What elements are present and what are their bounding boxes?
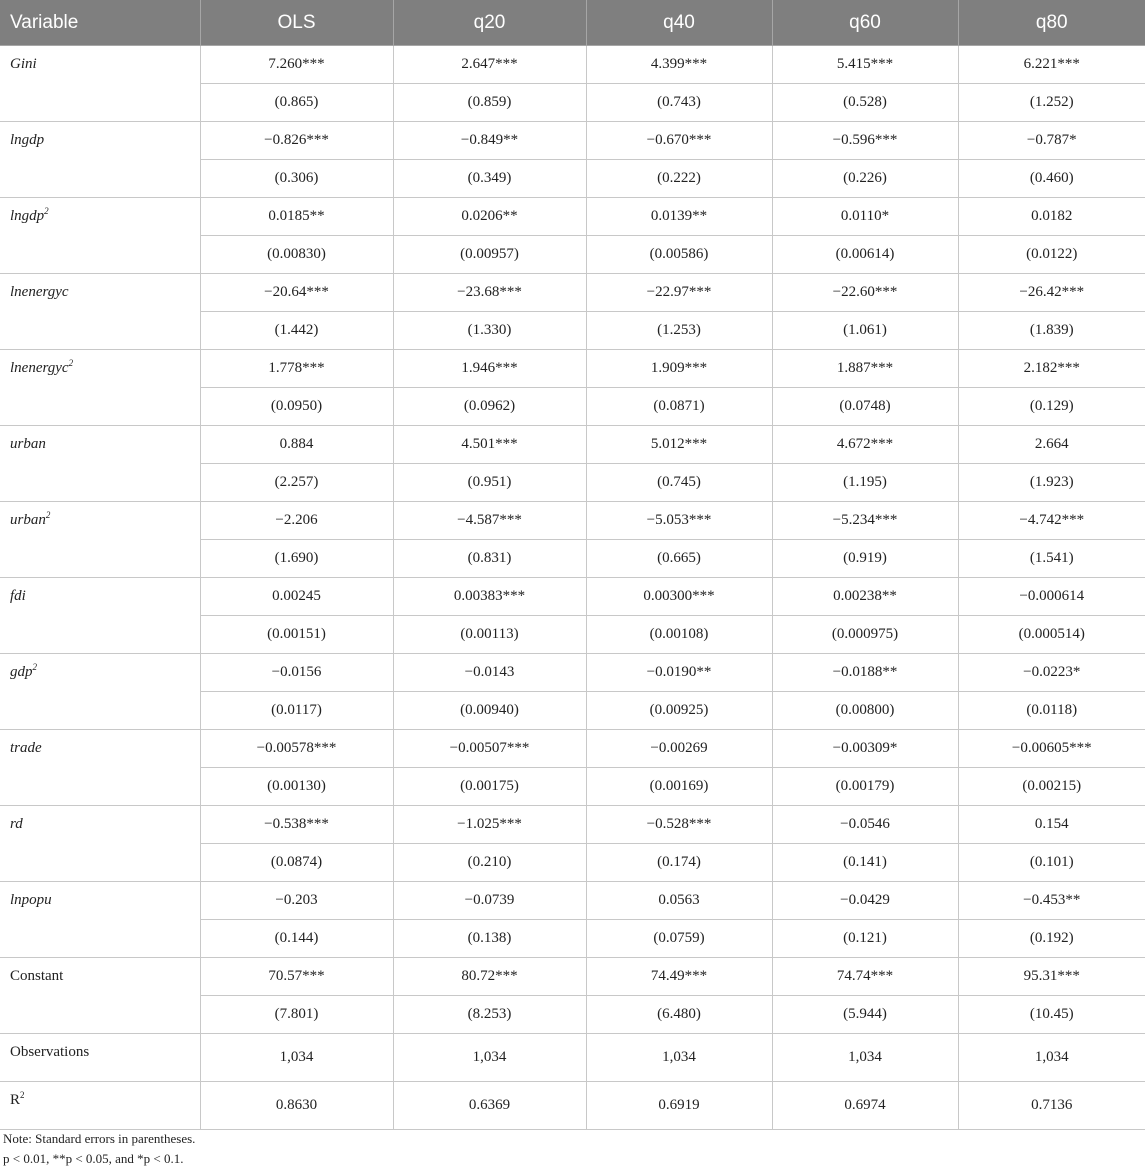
standard-error-cell: (0.919) xyxy=(772,540,958,578)
header-ols: OLS xyxy=(200,0,393,46)
coefficient-cell: 4.501*** xyxy=(393,426,586,464)
coefficient-cell: −0.0739 xyxy=(393,882,586,920)
coefficient-cell: −0.0223* xyxy=(958,654,1145,692)
variable-label-cell xyxy=(0,502,200,578)
standard-error-cell: (1.061) xyxy=(772,312,958,350)
coefficient-cell: 0.00300*** xyxy=(586,578,772,616)
r-squared-cell: 0.8630 xyxy=(200,1082,393,1130)
coefficient-cell: −23.68*** xyxy=(393,274,586,312)
coefficient-cell: −22.60*** xyxy=(772,274,958,312)
variable-name: lnpopu xyxy=(10,892,52,908)
r-squared-superscript: 2 xyxy=(20,1090,25,1100)
standard-error-cell: (0.101) xyxy=(958,844,1145,882)
standard-error-cell: (0.00957) xyxy=(393,236,586,274)
coefficient-cell: −5.234*** xyxy=(772,502,958,540)
standard-error-cell: (0.222) xyxy=(586,160,772,198)
standard-error-cell: (0.00169) xyxy=(586,768,772,806)
variable-name: lngdp xyxy=(10,208,45,224)
table-note-standard-errors: Note: Standard errors in parentheses. xyxy=(3,1131,196,1146)
coefficient-cell: −0.00269 xyxy=(586,730,772,768)
coefficient-cell: −0.596*** xyxy=(772,122,958,160)
coefficient-cell: 7.260*** xyxy=(200,46,393,84)
variable-label-cell xyxy=(0,958,200,1034)
standard-error-cell: (0.00586) xyxy=(586,236,772,274)
table-row xyxy=(0,578,1145,616)
variable-superscript: 2 xyxy=(45,510,51,520)
standard-error-cell: (0.745) xyxy=(586,464,772,502)
table-note-significance xyxy=(3,1151,184,1167)
coefficient-cell: 0.154 xyxy=(958,806,1145,844)
coefficient-cell: −0.00309* xyxy=(772,730,958,768)
coefficient-cell: 80.72*** xyxy=(393,958,586,996)
coefficient-cell: 6.221*** xyxy=(958,46,1145,84)
variable-label-cell xyxy=(0,426,200,502)
coefficient-cell: 5.012*** xyxy=(586,426,772,464)
standard-error-cell: (6.480) xyxy=(586,996,772,1034)
standard-error-cell: (0.00830) xyxy=(200,236,393,274)
standard-error-cell: (0.192) xyxy=(958,920,1145,958)
variable-name: Gini xyxy=(10,56,37,72)
header-q20: q20 xyxy=(393,0,586,46)
coefficient-cell: 0.00245 xyxy=(200,578,393,616)
standard-error-cell: (1.839) xyxy=(958,312,1145,350)
standard-error-cell: (0.000514) xyxy=(958,616,1145,654)
observations-cell: 1,034 xyxy=(200,1034,393,1082)
table-row xyxy=(0,958,1145,996)
table-row xyxy=(0,426,1145,464)
table-row xyxy=(0,654,1145,692)
variable-label-cell xyxy=(0,274,200,350)
standard-error-cell: (0.174) xyxy=(586,844,772,882)
standard-error-cell: (0.0118) xyxy=(958,692,1145,730)
variable-label-cell xyxy=(0,654,200,730)
coefficient-cell: −0.538*** xyxy=(200,806,393,844)
coefficient-cell: −0.453** xyxy=(958,882,1145,920)
variable-label-cell xyxy=(0,578,200,654)
standard-error-cell: (0.0871) xyxy=(586,388,772,426)
standard-error-cell: (0.000975) xyxy=(772,616,958,654)
header-q60: q60 xyxy=(772,0,958,46)
standard-error-cell: (0.210) xyxy=(393,844,586,882)
coefficient-cell: 0.0563 xyxy=(586,882,772,920)
standard-error-cell: (1.442) xyxy=(200,312,393,350)
coefficient-cell: 0.0110* xyxy=(772,198,958,236)
coefficient-cell: 2.647*** xyxy=(393,46,586,84)
standard-error-cell: (0.144) xyxy=(200,920,393,958)
table-row xyxy=(0,806,1145,844)
coefficient-cell: 1.778*** xyxy=(200,350,393,388)
standard-error-cell: (0.831) xyxy=(393,540,586,578)
standard-error-cell: (0.141) xyxy=(772,844,958,882)
standard-error-cell: (1.195) xyxy=(772,464,958,502)
standard-error-cell: (1.252) xyxy=(958,84,1145,122)
coefficient-cell: −1.025*** xyxy=(393,806,586,844)
table-row xyxy=(0,350,1145,388)
variable-name: lngdp xyxy=(10,132,45,148)
standard-error-cell: (0.528) xyxy=(772,84,958,122)
variable-name: lnenergyc xyxy=(10,284,69,300)
table-row xyxy=(0,46,1145,84)
coefficient-cell: 1.887*** xyxy=(772,350,958,388)
observations-cell: 1,034 xyxy=(772,1034,958,1082)
standard-error-cell: (0.121) xyxy=(772,920,958,958)
coefficient-cell: −22.97*** xyxy=(586,274,772,312)
coefficient-cell: 2.664 xyxy=(958,426,1145,464)
coefficient-cell: −20.64*** xyxy=(200,274,393,312)
coefficient-cell: −0.528*** xyxy=(586,806,772,844)
standard-error-cell: (0.00130) xyxy=(200,768,393,806)
standard-error-cell: (0.0117) xyxy=(200,692,393,730)
observations-row xyxy=(0,1034,1145,1082)
standard-error-cell: (0.00940) xyxy=(393,692,586,730)
standard-error-cell: (0.859) xyxy=(393,84,586,122)
coefficient-cell: 4.399*** xyxy=(586,46,772,84)
variable-label-cell xyxy=(0,350,200,426)
coefficient-cell: −0.0188** xyxy=(772,654,958,692)
r-squared-row xyxy=(0,1082,1145,1130)
observations-cell: 1,034 xyxy=(958,1034,1145,1082)
standard-error-cell: (0.349) xyxy=(393,160,586,198)
variable-label-cell xyxy=(0,46,200,122)
standard-error-cell: (0.00215) xyxy=(958,768,1145,806)
variable-name: Constant xyxy=(10,968,64,984)
standard-error-cell: (0.460) xyxy=(958,160,1145,198)
variable-name: lnenergyc xyxy=(10,360,69,376)
coefficient-cell: −4.587*** xyxy=(393,502,586,540)
standard-error-cell: (8.253) xyxy=(393,996,586,1034)
coefficient-cell: −5.053*** xyxy=(586,502,772,540)
observations-label: Observations xyxy=(0,1034,200,1082)
variable-name: trade xyxy=(10,740,42,756)
standard-error-cell: (0.0122) xyxy=(958,236,1145,274)
coefficient-cell: 70.57*** xyxy=(200,958,393,996)
table-row xyxy=(0,122,1145,160)
coefficient-cell: −0.00507*** xyxy=(393,730,586,768)
standard-error-cell: (0.00175) xyxy=(393,768,586,806)
observations-cell: 1,034 xyxy=(393,1034,586,1082)
standard-error-cell: (0.138) xyxy=(393,920,586,958)
standard-error-cell: (0.0950) xyxy=(200,388,393,426)
header-q40: q40 xyxy=(586,0,772,46)
standard-error-cell: (0.00925) xyxy=(586,692,772,730)
standard-error-cell: (10.45) xyxy=(958,996,1145,1034)
coefficient-cell: −0.00605*** xyxy=(958,730,1145,768)
standard-error-cell: (1.541) xyxy=(958,540,1145,578)
variable-superscript: 2 xyxy=(32,662,37,672)
coefficient-cell: 0.0139** xyxy=(586,198,772,236)
coefficient-cell: −4.742*** xyxy=(958,502,1145,540)
variable-name: rd xyxy=(10,816,23,832)
coefficient-cell: −0.826*** xyxy=(200,122,393,160)
coefficient-cell: 0.00383*** xyxy=(393,578,586,616)
coefficient-cell: −0.0546 xyxy=(772,806,958,844)
coefficient-cell: 0.00238** xyxy=(772,578,958,616)
coefficient-cell: −26.42*** xyxy=(958,274,1145,312)
variable-label-cell xyxy=(0,882,200,958)
coefficient-cell: −0.0429 xyxy=(772,882,958,920)
standard-error-cell: (1.923) xyxy=(958,464,1145,502)
standard-error-cell: (2.257) xyxy=(200,464,393,502)
variable-label-cell xyxy=(0,198,200,274)
coefficient-cell: 95.31*** xyxy=(958,958,1145,996)
coefficient-cell: 0.0182 xyxy=(958,198,1145,236)
coefficient-cell: −0.0143 xyxy=(393,654,586,692)
standard-error-cell: (0.743) xyxy=(586,84,772,122)
table-body xyxy=(0,46,1145,1130)
variable-name: urban xyxy=(10,512,46,528)
variable-label-cell xyxy=(0,730,200,806)
coefficient-cell: 1.946*** xyxy=(393,350,586,388)
standard-error-cell: (0.129) xyxy=(958,388,1145,426)
standard-error-cell: (1.690) xyxy=(200,540,393,578)
variable-name: urban xyxy=(10,436,46,452)
standard-error-cell: (0.306) xyxy=(200,160,393,198)
standard-error-cell: (5.944) xyxy=(772,996,958,1034)
standard-error-cell: (0.665) xyxy=(586,540,772,578)
r-squared-cell: 0.6974 xyxy=(772,1082,958,1130)
table-row xyxy=(0,274,1145,312)
standard-error-cell: (1.330) xyxy=(393,312,586,350)
significance-text: p < 0.01, **p < 0.05, and *p < 0.1. xyxy=(3,1151,184,1166)
variable-superscript: 2 xyxy=(68,358,74,368)
r-squared-label: R xyxy=(10,1092,21,1108)
standard-error-cell: (0.00113) xyxy=(393,616,586,654)
standard-error-cell: (0.226) xyxy=(772,160,958,198)
r-squared-cell: 0.7136 xyxy=(958,1082,1145,1130)
standard-error-cell: (0.00800) xyxy=(772,692,958,730)
variable-name: gdp xyxy=(10,664,33,680)
coefficient-cell: 0.0206** xyxy=(393,198,586,236)
table-row xyxy=(0,502,1145,540)
coefficient-cell: 74.49*** xyxy=(586,958,772,996)
coefficient-cell: −0.849** xyxy=(393,122,586,160)
standard-error-cell: (0.00614) xyxy=(772,236,958,274)
header-q80: q80 xyxy=(958,0,1145,46)
coefficient-cell: 0.0185** xyxy=(200,198,393,236)
standard-error-cell: (0.00179) xyxy=(772,768,958,806)
standard-error-cell: (7.801) xyxy=(200,996,393,1034)
observations-cell: 1,034 xyxy=(586,1034,772,1082)
r-squared-cell: 0.6369 xyxy=(393,1082,586,1130)
coefficient-cell: −0.203 xyxy=(200,882,393,920)
r-squared-label-cell xyxy=(0,1082,200,1130)
variable-label-cell xyxy=(0,806,200,882)
coefficient-cell: −0.787* xyxy=(958,122,1145,160)
coefficient-cell: 5.415*** xyxy=(772,46,958,84)
table-row xyxy=(0,882,1145,920)
standard-error-cell: (0.00108) xyxy=(586,616,772,654)
table-header-row xyxy=(0,0,1145,46)
standard-error-cell: (1.253) xyxy=(586,312,772,350)
standard-error-cell: (0.0962) xyxy=(393,388,586,426)
coefficient-cell: −0.0190** xyxy=(586,654,772,692)
coefficient-cell: −0.0156 xyxy=(200,654,393,692)
table-row xyxy=(0,198,1145,236)
coefficient-cell: −0.000614 xyxy=(958,578,1145,616)
coefficient-cell: 4.672*** xyxy=(772,426,958,464)
standard-error-cell: (0.951) xyxy=(393,464,586,502)
coefficient-cell: −2.206 xyxy=(200,502,393,540)
standard-error-cell: (0.0759) xyxy=(586,920,772,958)
variable-label-cell xyxy=(0,122,200,198)
variable-name: fdi xyxy=(10,588,26,604)
r-squared-cell: 0.6919 xyxy=(586,1082,772,1130)
table-row xyxy=(0,730,1145,768)
standard-error-cell: (0.0874) xyxy=(200,844,393,882)
standard-error-cell: (0.0748) xyxy=(772,388,958,426)
standard-error-cell: (0.865) xyxy=(200,84,393,122)
coefficient-cell: 1.909*** xyxy=(586,350,772,388)
coefficient-cell: 74.74*** xyxy=(772,958,958,996)
variable-superscript: 2 xyxy=(44,206,49,216)
standard-error-cell: (0.00151) xyxy=(200,616,393,654)
coefficient-cell: 0.884 xyxy=(200,426,393,464)
coefficient-cell: −0.670*** xyxy=(586,122,772,160)
coefficient-cell: −0.00578*** xyxy=(200,730,393,768)
header-variable: Variable xyxy=(0,0,200,46)
coefficient-cell: 2.182*** xyxy=(958,350,1145,388)
